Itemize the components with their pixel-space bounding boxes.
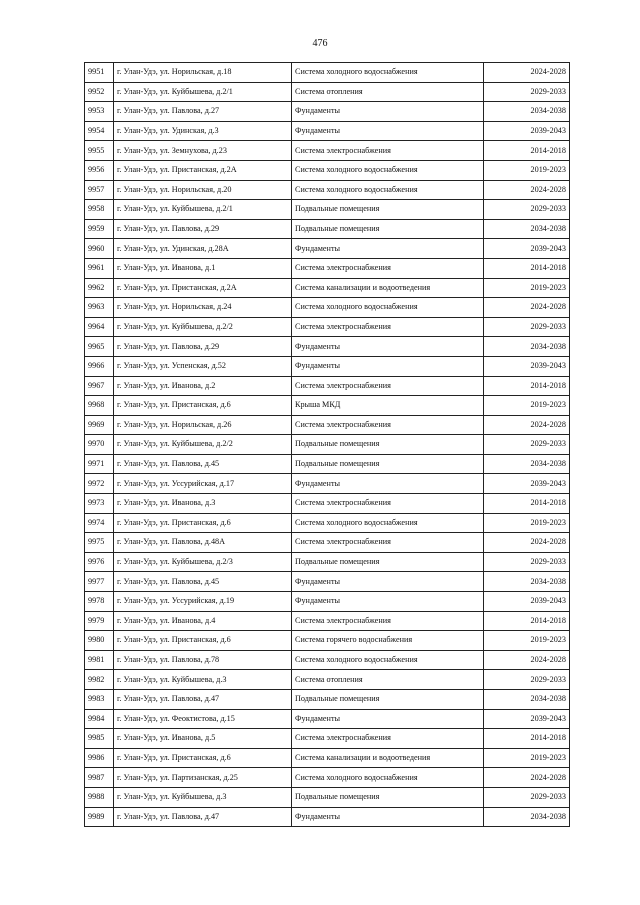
work-type-cell: Фундаменты xyxy=(292,239,484,259)
period-cell: 2039-2043 xyxy=(484,709,570,729)
period-cell: 2029-2033 xyxy=(484,435,570,455)
period-cell: 2039-2043 xyxy=(484,356,570,376)
registry-table xyxy=(84,62,570,827)
work-type-cell: Подвальные помещения xyxy=(292,219,484,239)
address-cell: г. Улан-Удэ, ул. Иванова, д.5 xyxy=(114,729,292,749)
work-type-cell: Система электроснабжения xyxy=(292,611,484,631)
address-cell: г. Улан-Удэ, ул. Удинская, д.3 xyxy=(114,121,292,141)
row-number-cell: 9970 xyxy=(85,435,114,455)
address-cell: г. Улан-Удэ, ул. Иванова, д.2 xyxy=(114,376,292,396)
period-cell: 2039-2043 xyxy=(484,121,570,141)
table-row xyxy=(85,141,570,161)
table-row xyxy=(85,239,570,259)
table-row xyxy=(85,454,570,474)
period-cell: 2019-2023 xyxy=(484,160,570,180)
address-cell: г. Улан-Удэ, ул. Павлова, д.47 xyxy=(114,807,292,827)
row-number-cell: 9956 xyxy=(85,160,114,180)
address-cell: г. Улан-Удэ, ул. Пристанская, д.2А xyxy=(114,278,292,298)
row-number-cell: 9966 xyxy=(85,356,114,376)
period-cell: 2029-2033 xyxy=(484,200,570,220)
table-row xyxy=(85,729,570,749)
row-number-cell: 9975 xyxy=(85,533,114,553)
registry-table-body xyxy=(85,63,570,827)
address-cell: г. Улан-Удэ, ул. Куйбышева, д.3 xyxy=(114,670,292,690)
period-cell: 2019-2023 xyxy=(484,396,570,416)
address-cell: г. Улан-Удэ, ул. Норильская, д.20 xyxy=(114,180,292,200)
work-type-cell: Система холодного водоснабжения xyxy=(292,513,484,533)
row-number-cell: 9965 xyxy=(85,337,114,357)
work-type-cell: Подвальные помещения xyxy=(292,552,484,572)
period-cell: 2029-2033 xyxy=(484,670,570,690)
row-number-cell: 9951 xyxy=(85,63,114,83)
address-cell: г. Улан-Удэ, ул. Куйбышева, д.2/3 xyxy=(114,552,292,572)
table-row xyxy=(85,768,570,788)
work-type-cell: Система электроснабжения xyxy=(292,533,484,553)
row-number-cell: 9967 xyxy=(85,376,114,396)
address-cell: г. Улан-Удэ, ул. Куйбышева, д.2/2 xyxy=(114,435,292,455)
address-cell: г. Улан-Удэ, ул. Норильская, д.24 xyxy=(114,298,292,318)
row-number-cell: 9963 xyxy=(85,298,114,318)
table-row xyxy=(85,650,570,670)
period-cell: 2039-2043 xyxy=(484,474,570,494)
row-number-cell: 9957 xyxy=(85,180,114,200)
work-type-cell: Система холодного водоснабжения xyxy=(292,160,484,180)
row-number-cell: 9986 xyxy=(85,748,114,768)
work-type-cell: Фундаменты xyxy=(292,807,484,827)
period-cell: 2024-2028 xyxy=(484,650,570,670)
work-type-cell: Система канализации и водоотведения xyxy=(292,748,484,768)
table-row xyxy=(85,670,570,690)
table-row xyxy=(85,102,570,122)
period-cell: 2039-2043 xyxy=(484,239,570,259)
table-row xyxy=(85,219,570,239)
table-row xyxy=(85,807,570,827)
period-cell: 2034-2038 xyxy=(484,337,570,357)
table-row xyxy=(85,533,570,553)
work-type-cell: Система электроснабжения xyxy=(292,141,484,161)
period-cell: 2039-2043 xyxy=(484,592,570,612)
row-number-cell: 9961 xyxy=(85,258,114,278)
table-row xyxy=(85,631,570,651)
address-cell: г. Улан-Удэ, ул. Земнухова, д.23 xyxy=(114,141,292,161)
work-type-cell: Фундаменты xyxy=(292,474,484,494)
address-cell: г. Улан-Удэ, ул. Норильская, д.26 xyxy=(114,415,292,435)
row-number-cell: 9974 xyxy=(85,513,114,533)
table-row xyxy=(85,63,570,83)
work-type-cell: Система холодного водоснабжения xyxy=(292,63,484,83)
work-type-cell: Система электроснабжения xyxy=(292,376,484,396)
row-number-cell: 9952 xyxy=(85,82,114,102)
period-cell: 2019-2023 xyxy=(484,748,570,768)
work-type-cell: Система холодного водоснабжения xyxy=(292,180,484,200)
table-row xyxy=(85,200,570,220)
period-cell: 2014-2018 xyxy=(484,611,570,631)
work-type-cell: Подвальные помещения xyxy=(292,787,484,807)
address-cell: г. Улан-Удэ, ул. Пристанская, д.6 xyxy=(114,513,292,533)
row-number-cell: 9954 xyxy=(85,121,114,141)
row-number-cell: 9964 xyxy=(85,317,114,337)
work-type-cell: Подвальные помещения xyxy=(292,454,484,474)
address-cell: г. Улан-Удэ, ул. Павлова, д.29 xyxy=(114,219,292,239)
table-row xyxy=(85,82,570,102)
table-row xyxy=(85,611,570,631)
period-cell: 2029-2033 xyxy=(484,552,570,572)
row-number-cell: 9958 xyxy=(85,200,114,220)
period-cell: 2024-2028 xyxy=(484,415,570,435)
table-row xyxy=(85,180,570,200)
address-cell: г. Улан-Удэ, ул. Пристанская, д.2А xyxy=(114,160,292,180)
row-number-cell: 9977 xyxy=(85,572,114,592)
period-cell: 2014-2018 xyxy=(484,494,570,514)
table-row xyxy=(85,690,570,710)
address-cell: г. Улан-Удэ, ул. Уссурийская, д.19 xyxy=(114,592,292,612)
row-number-cell: 9976 xyxy=(85,552,114,572)
work-type-cell: Подвальные помещения xyxy=(292,200,484,220)
row-number-cell: 9969 xyxy=(85,415,114,435)
work-type-cell: Система электроснабжения xyxy=(292,729,484,749)
row-number-cell: 9987 xyxy=(85,768,114,788)
table-row xyxy=(85,317,570,337)
address-cell: г. Улан-Удэ, ул. Павлова, д.48А xyxy=(114,533,292,553)
address-cell: г. Улан-Удэ, ул. Павлова, д.45 xyxy=(114,454,292,474)
row-number-cell: 9972 xyxy=(85,474,114,494)
row-number-cell: 9979 xyxy=(85,611,114,631)
address-cell: г. Улан-Удэ, ул. Павлова, д.29 xyxy=(114,337,292,357)
period-cell: 2019-2023 xyxy=(484,278,570,298)
table-row xyxy=(85,494,570,514)
period-cell: 2029-2033 xyxy=(484,317,570,337)
work-type-cell: Фундаменты xyxy=(292,356,484,376)
work-type-cell: Система электроснабжения xyxy=(292,415,484,435)
address-cell: г. Улан-Удэ, ул. Удинская, д.28А xyxy=(114,239,292,259)
work-type-cell: Система отопления xyxy=(292,82,484,102)
row-number-cell: 9988 xyxy=(85,787,114,807)
table-row xyxy=(85,552,570,572)
row-number-cell: 9989 xyxy=(85,807,114,827)
address-cell: г. Улан-Удэ, ул. Павлова, д.27 xyxy=(114,102,292,122)
period-cell: 2024-2028 xyxy=(484,533,570,553)
period-cell: 2014-2018 xyxy=(484,376,570,396)
work-type-cell: Система горячего водоснабжения xyxy=(292,631,484,651)
table-row xyxy=(85,787,570,807)
period-cell: 2014-2018 xyxy=(484,258,570,278)
table-row xyxy=(85,592,570,612)
work-type-cell: Система холодного водоснабжения xyxy=(292,298,484,318)
table-row xyxy=(85,396,570,416)
table-row xyxy=(85,376,570,396)
table-row xyxy=(85,258,570,278)
table-row xyxy=(85,415,570,435)
period-cell: 2034-2038 xyxy=(484,454,570,474)
period-cell: 2034-2038 xyxy=(484,102,570,122)
period-cell: 2034-2038 xyxy=(484,219,570,239)
table-row xyxy=(85,513,570,533)
work-type-cell: Система холодного водоснабжения xyxy=(292,768,484,788)
work-type-cell: Система электроснабжения xyxy=(292,258,484,278)
address-cell: г. Улан-Удэ, ул. Иванова, д.3 xyxy=(114,494,292,514)
period-cell: 2024-2028 xyxy=(484,63,570,83)
address-cell: г. Улан-Удэ, ул. Партизанская, д.25 xyxy=(114,768,292,788)
row-number-cell: 9984 xyxy=(85,709,114,729)
period-cell: 2029-2033 xyxy=(484,82,570,102)
row-number-cell: 9983 xyxy=(85,690,114,710)
address-cell: г. Улан-Удэ, ул. Куйбышева, д.2/1 xyxy=(114,200,292,220)
work-type-cell: Подвальные помещения xyxy=(292,435,484,455)
work-type-cell: Фундаменты xyxy=(292,709,484,729)
work-type-cell: Крыша МКД xyxy=(292,396,484,416)
period-cell: 2029-2033 xyxy=(484,787,570,807)
address-cell: г. Улан-Удэ, ул. Феоктистова, д.15 xyxy=(114,709,292,729)
work-type-cell: Фундаменты xyxy=(292,102,484,122)
work-type-cell: Система отопления xyxy=(292,670,484,690)
work-type-cell: Фундаменты xyxy=(292,337,484,357)
period-cell: 2034-2038 xyxy=(484,807,570,827)
row-number-cell: 9982 xyxy=(85,670,114,690)
address-cell: г. Улан-Удэ, ул. Иванова, д.4 xyxy=(114,611,292,631)
period-cell: 2034-2038 xyxy=(484,690,570,710)
table-row xyxy=(85,709,570,729)
period-cell: 2024-2028 xyxy=(484,180,570,200)
row-number-cell: 9968 xyxy=(85,396,114,416)
address-cell: г. Улан-Удэ, ул. Павлова, д.78 xyxy=(114,650,292,670)
work-type-cell: Подвальные помещения xyxy=(292,690,484,710)
period-cell: 2024-2028 xyxy=(484,298,570,318)
work-type-cell: Фундаменты xyxy=(292,121,484,141)
table-row xyxy=(85,298,570,318)
row-number-cell: 9959 xyxy=(85,219,114,239)
row-number-cell: 9953 xyxy=(85,102,114,122)
work-type-cell: Фундаменты xyxy=(292,592,484,612)
work-type-cell: Система холодного водоснабжения xyxy=(292,650,484,670)
work-type-cell: Система канализации и водоотведения xyxy=(292,278,484,298)
row-number-cell: 9981 xyxy=(85,650,114,670)
period-cell: 2019-2023 xyxy=(484,513,570,533)
row-number-cell: 9978 xyxy=(85,592,114,612)
address-cell: г. Улан-Удэ, ул. Иванова, д.1 xyxy=(114,258,292,278)
period-cell: 2014-2018 xyxy=(484,729,570,749)
page-number: 476 xyxy=(312,38,328,49)
address-cell: г. Улан-Удэ, ул. Павлова, д.47 xyxy=(114,690,292,710)
row-number-cell: 9985 xyxy=(85,729,114,749)
period-cell: 2024-2028 xyxy=(484,768,570,788)
row-number-cell: 9971 xyxy=(85,454,114,474)
work-type-cell: Система электроснабжения xyxy=(292,494,484,514)
address-cell: г. Улан-Удэ, ул. Пристанская, д.6 xyxy=(114,396,292,416)
row-number-cell: 9960 xyxy=(85,239,114,259)
address-cell: г. Улан-Удэ, ул. Уссурийская, д.17 xyxy=(114,474,292,494)
address-cell: г. Улан-Удэ, ул. Успенская, д.52 xyxy=(114,356,292,376)
row-number-cell: 9973 xyxy=(85,494,114,514)
table-row xyxy=(85,748,570,768)
period-cell: 2034-2038 xyxy=(484,572,570,592)
work-type-cell: Система электроснабжения xyxy=(292,317,484,337)
address-cell: г. Улан-Удэ, ул. Павлова, д.45 xyxy=(114,572,292,592)
address-cell: г. Улан-Удэ, ул. Куйбышева, д.3 xyxy=(114,787,292,807)
address-cell: г. Улан-Удэ, ул. Пристанская, д.6 xyxy=(114,748,292,768)
row-number-cell: 9962 xyxy=(85,278,114,298)
table-row xyxy=(85,337,570,357)
table-row xyxy=(85,278,570,298)
table-row xyxy=(85,356,570,376)
table-row xyxy=(85,435,570,455)
address-cell: г. Улан-Удэ, ул. Куйбышева, д.2/1 xyxy=(114,82,292,102)
work-type-cell: Фундаменты xyxy=(292,572,484,592)
period-cell: 2014-2018 xyxy=(484,141,570,161)
address-cell: г. Улан-Удэ, ул. Куйбышева, д.2/2 xyxy=(114,317,292,337)
address-cell: г. Улан-Удэ, ул. Пристанская, д.6 xyxy=(114,631,292,651)
address-cell: г. Улан-Удэ, ул. Норильская, д.18 xyxy=(114,63,292,83)
table-row xyxy=(85,160,570,180)
table-row xyxy=(85,572,570,592)
row-number-cell: 9980 xyxy=(85,631,114,651)
table-row xyxy=(85,474,570,494)
table-row xyxy=(85,121,570,141)
row-number-cell: 9955 xyxy=(85,141,114,161)
period-cell: 2019-2023 xyxy=(484,631,570,651)
